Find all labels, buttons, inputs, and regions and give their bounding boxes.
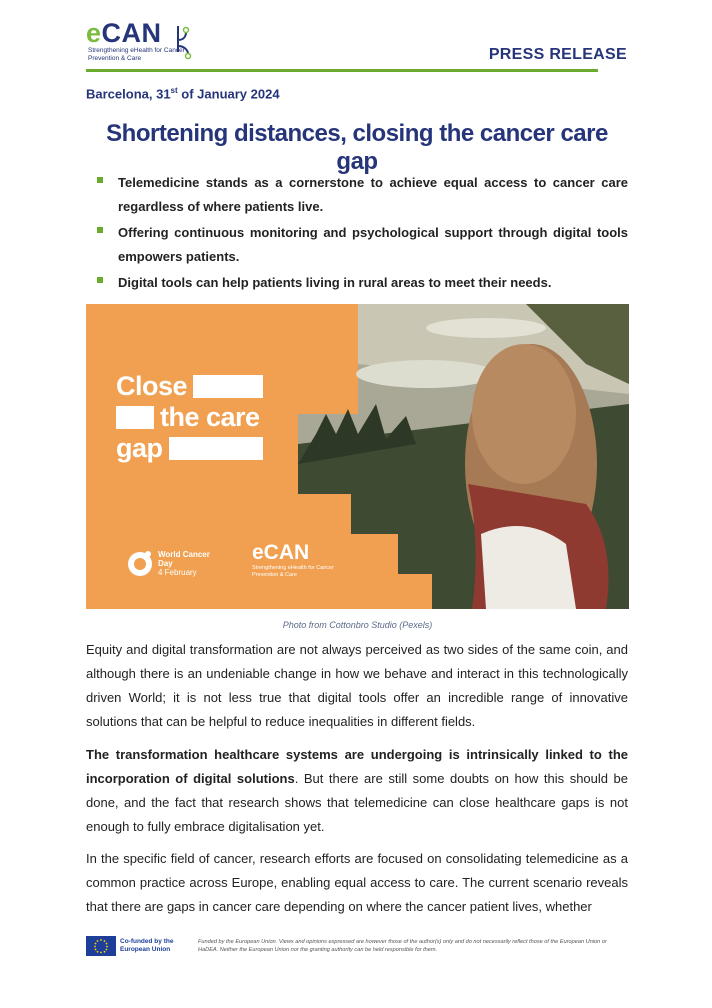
logo-wordmark (86, 18, 162, 49)
logo-can: CAN (101, 18, 162, 48)
paragraph-rest: . But there are still some doubts on how this should be done, and the fact that research shows that telemedicine can close healthcare gaps is not enough to fully embrace digitalisation yet. (86, 771, 628, 834)
eu-funding-label: Co-funded by the European Union (120, 938, 174, 953)
photo-ecan-logo (252, 541, 342, 579)
slogan-bar (169, 437, 263, 460)
emphasis-text: The transformation healthcare systems are undergoing is intrinsically linked to the incorporation of digital solutions (86, 747, 628, 786)
key-point: Telemedicine stands as a cornerstone to achieve equal access to cancer care regardless of where patients live. (95, 171, 628, 219)
press-release-label: PRESS RELEASE (488, 46, 627, 63)
world-cancer-day-label (158, 550, 218, 577)
photo-caption: Photo from Cottonbro Studio (Pexels) (282, 620, 433, 630)
header-divider (86, 69, 598, 72)
dateline-month-year: of January 2024 (177, 86, 280, 102)
slogan-line-1: Close (116, 371, 188, 401)
wcd-date: 4 February (158, 568, 197, 577)
wcd-title: World Cancer Day (158, 550, 210, 568)
dateline-day: Barcelona, 31 (86, 86, 171, 102)
dateline (86, 86, 280, 101)
photo-logo-word: eCAN (252, 541, 310, 564)
key-point: Digital tools can help patients living in rural areas to meet their needs. (95, 271, 628, 295)
eu-flag-icon (86, 936, 116, 956)
ecan-logo (86, 18, 206, 68)
body-paragraph: In the specific field of cancer, research efforts are focused on consolidating telemedicine as a common practice across Europe, enabling equal access to care. The current scenario reveals that there are gaps in cancer care depending on where the cancer patient lives, whether (86, 851, 628, 914)
photo-logo-subtitle: Strengthening eHealth for Cancer Prevention & Care (252, 565, 334, 578)
slogan-line-2: the care (160, 402, 260, 432)
logo-e: e (86, 18, 102, 48)
funding-disclaimer: Funded by the European Union. Views and opinions expressed are however those of the author(s) only and do not necessarily reflect those of the European Union or HaDEA. Neither the European Union nor the granting authority can be held responsible for them. (198, 939, 607, 953)
funding-footer (86, 936, 628, 960)
slogan-bar (116, 406, 154, 429)
body-paragraph: Equity and digital transformation are not always perceived as two sides of the same coin, and although there is an undeniable change in how we behave and interact in this technologically driven World; it is not less true that digital tools offer an incredible range of innovative solutions that can be helpful to reduce inequalities in different fields. (86, 642, 628, 729)
body-paragraph (86, 743, 628, 839)
slogan-bar (193, 375, 263, 398)
campaign-photo (86, 304, 629, 609)
slogan-line-3: gap (116, 433, 163, 463)
key-points-list (95, 171, 628, 297)
key-point: Offering continuous monitoring and psychological support through digital tools empowers patients. (95, 221, 628, 269)
campaign-slogan (116, 371, 263, 464)
page-title: Shortening distances, closing the cancer care gap (106, 120, 608, 175)
logo-subtitle: Strengthening eHealth for Cancer Prevention & Care (88, 47, 185, 62)
dateline-ordinal: st (170, 86, 178, 95)
